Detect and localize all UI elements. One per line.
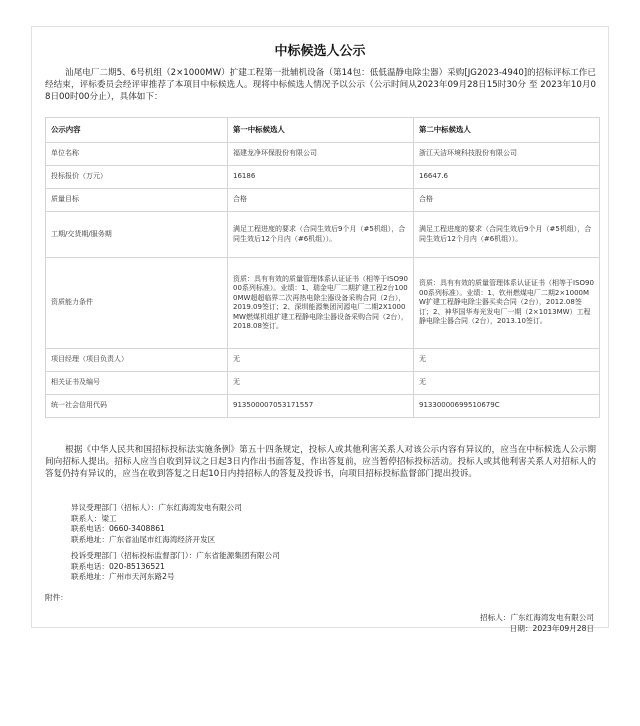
- objection-dept: 异议受理部门（招标人）：广东红海湾发电有限公司: [71, 503, 242, 512]
- second-candidate-cell: 无: [414, 349, 600, 372]
- second-candidate-cell: 无: [414, 372, 600, 395]
- header-content: 公示内容: [46, 118, 228, 143]
- header-second-candidate: 第二中标候选人: [414, 118, 600, 143]
- first-candidate-cell: 福建龙净环保股份有限公司: [228, 143, 414, 166]
- signature-date: 日期：2023年09月28日: [509, 623, 594, 633]
- row-label: 资质能力条件: [46, 258, 228, 349]
- header-first-candidate: 第一中标候选人: [228, 118, 414, 143]
- row-label: 单位名称: [46, 143, 228, 166]
- row-label: 统一社会信用代码: [46, 395, 228, 418]
- first-candidate-cell: 资质：具有有效的质量管理体系认证证书（相等于ISO9000系列标准）。业绩：1、瑞金电厂二期扩建工程2台1000MW超超临界二次再热电除尘器设备采购合同（2台），2019.09签订；2、深圳能源集团河源电厂二期2X1000MW燃煤机组扩建工程静电除尘器设备采购合同（2台），2018.08签订。: [228, 258, 414, 349]
- complaint-dept: 投诉受理部门（招标投标监督部门）：广东省能源集团有限公司: [71, 551, 280, 560]
- table-row: [46, 349, 600, 372]
- table-row: [46, 372, 600, 395]
- row-label: 相关证书及编号: [46, 372, 228, 395]
- objection-address: 联系地址：广东省汕尾市红海湾经济开发区: [71, 534, 216, 544]
- first-candidate-cell: 无: [228, 372, 414, 395]
- signature-block: [480, 613, 594, 634]
- announcement-page: [31, 26, 609, 633]
- table-row: [46, 166, 600, 189]
- table-row: [46, 143, 600, 166]
- second-candidate-cell: 资质：具有有效的质量管理体系认证证书（相等于ISO9000系列标准）。业绩：1、钦州燃煤电厂二期2×1000MW扩建工程静电除尘器买卖合同（2台），2012.08签订；2、神华国华寿光发电厂一期（2×1013MW）工程静电除尘器合同（2台），2013.10签订。: [414, 258, 600, 349]
- first-candidate-cell: 无: [228, 349, 414, 372]
- table-row: [46, 212, 600, 258]
- objection-contact-person: 联系人：梁工: [71, 513, 117, 523]
- objection-phone: 联系电话：0660-3408861: [71, 524, 165, 533]
- tenderer-name: 招标人：广东红海湾发电有限公司: [480, 613, 594, 622]
- intro-paragraph: 汕尾电厂二期5、6号机组（2×1000MW）扩建工程第一批辅机设备（第14包：低低温静电除尘器）采购[JG2023-4940]的招标评标工作已经结束，评标委员会经评审推荐了本项目中标候选人。现将中标候选人情况予以公示（公示时间从2023年09月28日15时30分 至 2023年10月08日00时00分止），具体如下：: [45, 68, 596, 102]
- complaint-address: 联系地址：广州市天河东路2号: [71, 572, 175, 581]
- first-candidate-cell: 913500007053171557: [228, 395, 414, 418]
- attachment-label: 附件：: [45, 593, 68, 602]
- contact-block: [71, 503, 280, 583]
- candidates-table: [45, 117, 600, 418]
- table-row: [46, 258, 600, 349]
- table-row: [46, 189, 600, 212]
- page-title: 中标候选人公示: [274, 44, 366, 59]
- row-label: 项目经理（项目负责人）: [46, 349, 228, 372]
- first-candidate-cell: 16186: [228, 166, 414, 189]
- table-row: [46, 395, 600, 418]
- row-label: 投标报价（万元）: [46, 166, 228, 189]
- row-label: 质量目标: [46, 189, 228, 212]
- first-candidate-cell: 合格: [228, 189, 414, 212]
- second-candidate-cell: 浙江天洁环境科技股份有限公司: [414, 143, 600, 166]
- second-candidate-cell: 91330000699510679C: [414, 395, 600, 418]
- row-label: 工期/交货期/服务期: [46, 212, 228, 258]
- objection-notice-paragraph: 根据《中华人民共和国招标投标法实施条例》第五十四条规定，投标人或其他利害关系人对该公示内容有异议的，应当在中标候选人公示期间向招标人提出。招标人应当自收到异议之日起3日内作出书面答复，作出答复前，应当暂停招标投标活动。投标人或其他利害关系人对招标人的答复仍持有异议的，应当在收到答复之日起10日内持招标人的答复及投诉书，向项目招标投标监督部门提出投诉。: [45, 445, 596, 479]
- complaint-phone: 联系电话：020-85136521: [71, 561, 165, 571]
- first-candidate-cell: 满足工程进度的要求（合同生效后9个月（#5机组），合同生效后12个月内（#6机组））。: [228, 212, 414, 258]
- table-header-row: [46, 118, 600, 143]
- second-candidate-cell: 合格: [414, 189, 600, 212]
- second-candidate-cell: 满足工程进度的要求（合同生效后9个月（#5机组），合同生效后12个月内（#6机组））。: [414, 212, 600, 258]
- second-candidate-cell: 16647.6: [414, 166, 600, 189]
